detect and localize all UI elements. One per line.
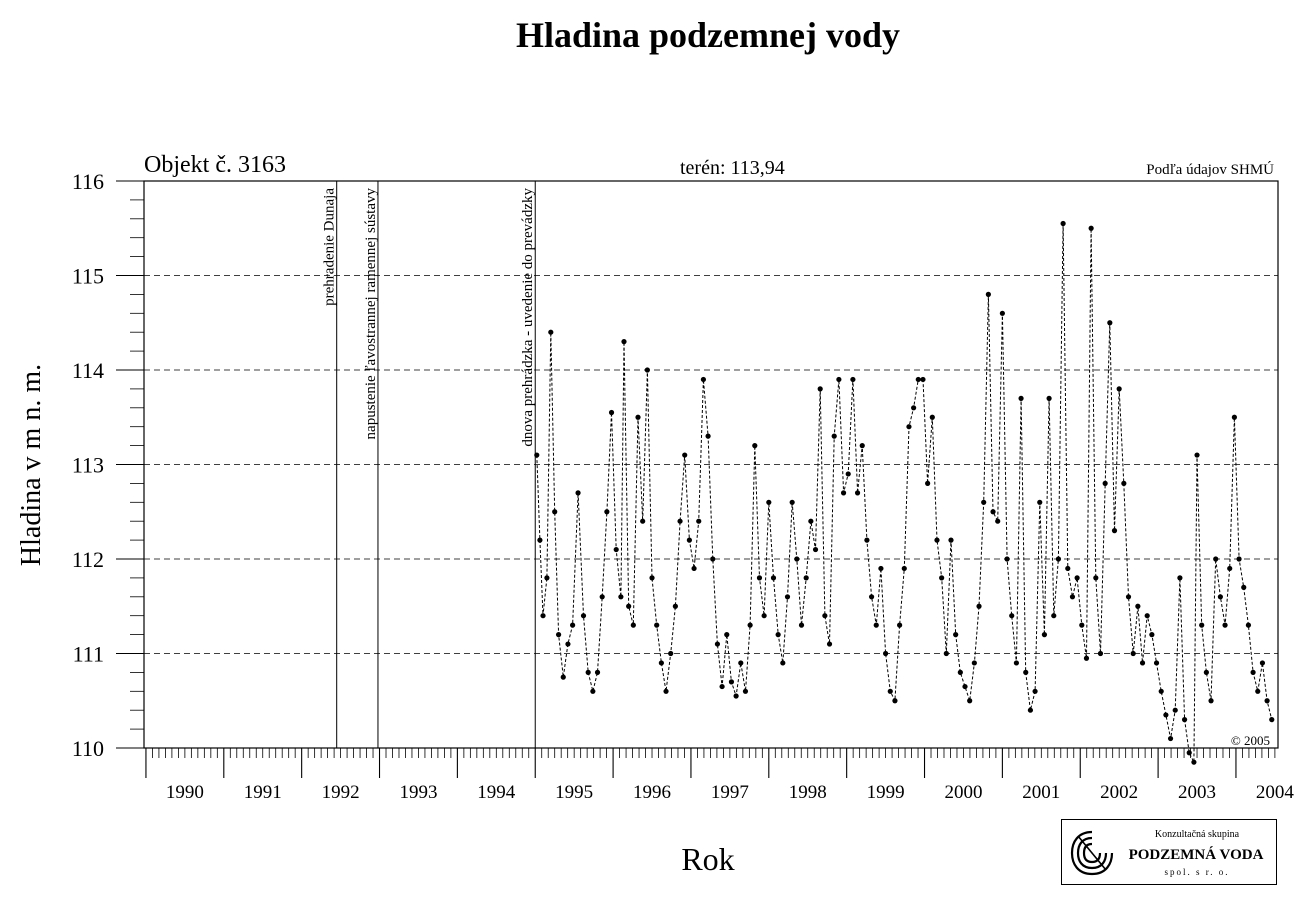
data-point — [1093, 575, 1098, 580]
data-point — [654, 623, 659, 628]
data-point — [1004, 556, 1009, 561]
data-point — [556, 632, 561, 637]
data-point — [1154, 660, 1159, 665]
data-point — [561, 675, 566, 680]
data-point — [1046, 396, 1051, 401]
data-point — [916, 377, 921, 382]
data-point — [850, 377, 855, 382]
x-axis — [146, 748, 1294, 803]
data-point — [719, 684, 724, 689]
data-point — [1075, 575, 1080, 580]
data-point — [1028, 708, 1033, 713]
data-point — [869, 594, 874, 599]
data-point — [776, 632, 781, 637]
data-point — [892, 698, 897, 703]
data-point — [1023, 670, 1028, 675]
data-point — [614, 547, 619, 552]
data-point — [687, 538, 692, 543]
data-point — [696, 519, 701, 524]
data-point — [668, 651, 673, 656]
data-point — [911, 405, 916, 410]
data-point — [673, 604, 678, 609]
data-point — [649, 575, 654, 580]
data-point — [757, 575, 762, 580]
data-point — [1255, 689, 1260, 694]
data-point — [590, 689, 595, 694]
data-point — [906, 424, 911, 429]
data-point — [860, 443, 865, 448]
data-point — [659, 660, 664, 665]
series-line — [537, 224, 1272, 763]
y-tick-label: 115 — [71, 263, 104, 289]
data-point — [948, 538, 953, 543]
data-point — [1145, 613, 1150, 618]
data-point — [586, 670, 591, 675]
x-tick-label: 1995 — [555, 782, 594, 803]
data-point — [1131, 651, 1136, 656]
data-point — [1018, 396, 1023, 401]
data-point — [874, 623, 879, 628]
data-point — [1089, 226, 1094, 231]
x-tick-label: 2002 — [1100, 782, 1139, 803]
data-point — [1032, 689, 1037, 694]
x-tick-label: 2001 — [1022, 782, 1061, 803]
data-point — [743, 689, 748, 694]
logo-name: PODZEMNÁ VODA — [1128, 847, 1264, 863]
data-point — [1107, 320, 1112, 325]
data-point — [1168, 736, 1173, 741]
x-tick-label: 1999 — [866, 782, 905, 803]
y-tick-label: 116 — [71, 169, 104, 194]
data-point — [1042, 632, 1047, 637]
data-point — [1260, 660, 1265, 665]
data-point — [1194, 452, 1199, 457]
data-point — [752, 443, 757, 448]
x-tick-label: 1992 — [321, 782, 360, 803]
data-point — [1187, 750, 1192, 755]
data-point — [1135, 604, 1140, 609]
y-tick-label: 111 — [72, 641, 104, 667]
data-point — [1065, 566, 1070, 571]
data-point — [902, 566, 907, 571]
data-point — [544, 575, 549, 580]
data-point — [841, 490, 846, 495]
logo-bottom-text: spol. s r. o. — [1164, 867, 1230, 877]
data-point — [934, 538, 939, 543]
data-point — [799, 623, 804, 628]
data-point — [705, 434, 710, 439]
data-point — [995, 519, 1000, 524]
logo-top-text: Konzultačná skupina — [1154, 829, 1240, 840]
y-tick-label: 110 — [71, 736, 104, 761]
data-point — [1056, 556, 1061, 561]
x-axis-label: Rok — [681, 841, 735, 877]
data-point — [552, 509, 557, 514]
data-point — [663, 689, 668, 694]
data-point — [715, 641, 720, 646]
data-point — [958, 670, 963, 675]
data-point — [1199, 623, 1204, 628]
data-point — [738, 660, 743, 665]
data-point — [808, 519, 813, 524]
y-tick-label: 114 — [71, 358, 104, 383]
data-point — [762, 613, 767, 618]
data-point — [621, 339, 626, 344]
data-point — [1163, 712, 1168, 717]
data-point — [1264, 698, 1269, 703]
data-point — [635, 415, 640, 420]
x-tick-label: 2004 — [1255, 782, 1294, 803]
data-point — [766, 500, 771, 505]
company-logo — [1061, 819, 1277, 885]
data-point — [1177, 575, 1182, 580]
x-tick-label: 1991 — [243, 782, 282, 803]
data-point — [1000, 311, 1005, 316]
data-point — [724, 632, 729, 637]
data-point — [645, 367, 650, 372]
data-point — [682, 452, 687, 457]
data-point — [1140, 660, 1145, 665]
data-point — [939, 575, 944, 580]
data-series — [534, 221, 1274, 765]
data-point — [565, 641, 570, 646]
y-axis — [72, 169, 144, 761]
data-point — [1084, 656, 1089, 661]
data-point — [534, 452, 539, 457]
data-point — [1208, 698, 1213, 703]
data-point — [1009, 613, 1014, 618]
x-tick-label: 2000 — [944, 782, 983, 803]
data-point — [691, 566, 696, 571]
data-point — [883, 651, 888, 656]
y-tick-label: 113 — [71, 452, 104, 478]
data-point — [930, 415, 935, 420]
data-point — [1112, 528, 1117, 533]
event-label: napustenie ľavostrannej ramennej sústavy — [362, 188, 379, 440]
data-point — [967, 698, 972, 703]
data-point — [1159, 689, 1164, 694]
data-point — [790, 500, 795, 505]
data-point — [1079, 623, 1084, 628]
event-label: prehradenie Dunaja — [321, 188, 338, 306]
data-point — [1061, 221, 1066, 226]
data-point — [1149, 632, 1154, 637]
y-tick-label: 112 — [71, 547, 104, 572]
data-point — [1269, 717, 1274, 722]
data-point — [1222, 623, 1227, 628]
data-point — [618, 594, 623, 599]
logo-mark-icon — [1068, 828, 1116, 878]
data-point — [920, 377, 925, 382]
data-point — [1236, 556, 1241, 561]
data-point — [888, 689, 893, 694]
x-tick-label: 1997 — [710, 782, 749, 803]
data-point — [1014, 660, 1019, 665]
data-point — [1250, 670, 1255, 675]
data-point — [1191, 760, 1196, 765]
data-point — [925, 481, 930, 486]
data-point — [581, 613, 586, 618]
data-point — [1070, 594, 1075, 599]
data-point — [846, 471, 851, 476]
chart-title: Hladina podzemnej vody — [515, 15, 901, 55]
data-point — [1037, 500, 1042, 505]
data-point — [575, 490, 580, 495]
data-point — [710, 556, 715, 561]
data-point — [701, 377, 706, 382]
data-point — [1121, 481, 1126, 486]
data-point — [771, 575, 776, 580]
data-point — [953, 632, 958, 637]
data-point — [1126, 594, 1131, 599]
data-point — [748, 623, 753, 628]
source-label: Podľa údajov SHMÚ — [1146, 162, 1274, 178]
data-point — [1051, 613, 1056, 618]
data-point — [1246, 623, 1251, 628]
data-point — [1227, 566, 1232, 571]
data-point — [897, 623, 902, 628]
data-point — [986, 292, 991, 297]
grid-lines — [144, 276, 1278, 654]
data-point — [640, 519, 645, 524]
data-point — [804, 575, 809, 580]
data-point — [1117, 386, 1122, 391]
data-point — [604, 509, 609, 514]
x-tick-label: 1993 — [399, 782, 438, 803]
data-point — [832, 434, 837, 439]
data-point — [1213, 556, 1218, 561]
data-point — [1204, 670, 1209, 675]
data-point — [548, 330, 553, 335]
data-point — [595, 670, 600, 675]
data-point — [1232, 415, 1237, 420]
data-point — [822, 613, 827, 618]
x-tick-label: 2003 — [1178, 782, 1217, 803]
data-point — [972, 660, 977, 665]
x-tick-label: 1996 — [633, 782, 672, 803]
data-point — [1173, 708, 1178, 713]
object-label: Objekt č. 3163 — [144, 152, 286, 178]
data-point — [794, 556, 799, 561]
data-point — [1241, 585, 1246, 590]
x-tick-label: 1998 — [788, 782, 827, 803]
x-tick-label: 1994 — [477, 782, 516, 803]
data-point — [878, 566, 883, 571]
data-point — [537, 538, 542, 543]
event-label: dnova prehrádzka - uvedenie do prevádzky — [520, 188, 537, 447]
data-point — [981, 500, 986, 505]
data-point — [864, 538, 869, 543]
copyright-label: © 2005 — [1230, 733, 1270, 748]
data-point — [570, 623, 575, 628]
data-point — [631, 623, 636, 628]
data-point — [600, 594, 605, 599]
x-tick-label: 1990 — [165, 782, 204, 803]
data-point — [729, 679, 734, 684]
data-point — [1218, 594, 1223, 599]
y-axis-label: Hladina v m n. m. — [16, 363, 47, 567]
data-point — [1182, 717, 1187, 722]
data-point — [962, 684, 967, 689]
data-point — [677, 519, 682, 524]
data-point — [1098, 651, 1103, 656]
terrain-label: terén: 113,94 — [680, 157, 785, 179]
data-point — [626, 604, 631, 609]
data-point — [609, 410, 614, 415]
data-point — [780, 660, 785, 665]
data-point — [836, 377, 841, 382]
data-point — [990, 509, 995, 514]
data-point — [855, 490, 860, 495]
data-point — [813, 547, 818, 552]
data-point — [944, 651, 949, 656]
data-point — [1103, 481, 1108, 486]
data-point — [818, 386, 823, 391]
data-point — [540, 613, 545, 618]
data-point — [785, 594, 790, 599]
data-point — [976, 604, 981, 609]
data-point — [827, 641, 832, 646]
data-point — [734, 693, 739, 698]
